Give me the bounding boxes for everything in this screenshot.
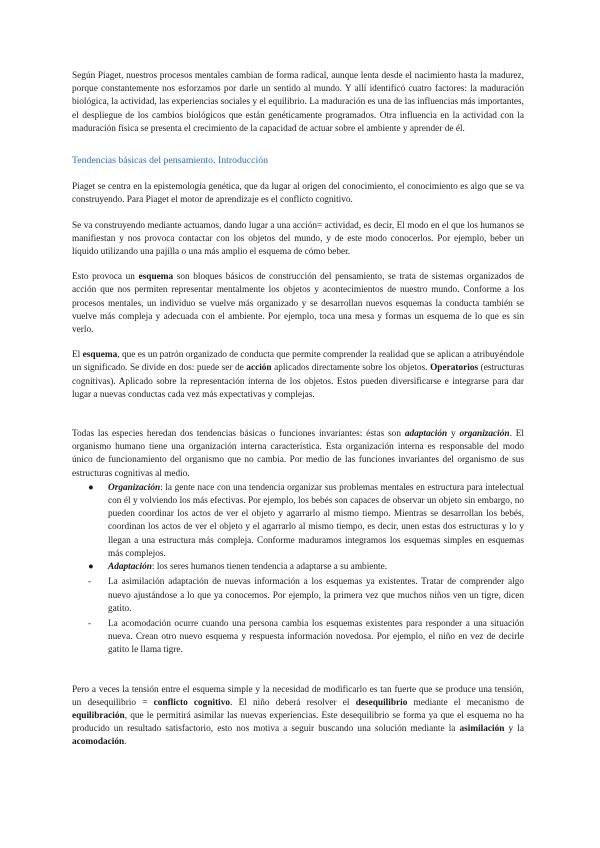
paragraph-desequilibrio: Pero a veces la tensión entre el esquema simple y la necesidad de modificarlo es tan fuerte que se produce una tensión, un desequilibrio = conflicto cognitivo. El niño deberá resolver el desequilibrio mediante el mecanismo de equilibración, que le permitirá asimilar las nuevas experiencias. Este desequilibrio se forma ya que el esquema no ha producido un resultado satisfactorio, esto nos motiva a seguir buscando una solución mediante la asimilación y la acomodación. [72,684,525,748]
bullet-marker: ● [88,562,94,573]
paragraph-accion: Se va construyendo mediante actuamos, dando lugar a una acción= actividad, es decir, El modo en el que los humanos se manifiestan y nos provoca contactar con los objetos del mundo, y de este modo conocerlos. Por ejemplo, beber un líquido utilizando una pajilla o una más amplio el esquema de cómo beber. [72,220,524,258]
term-desequilibrio: desequilibrio [355,697,408,708]
term-esquema: esquema [138,272,174,283]
list-item-term: Organización [108,482,161,493]
invariant-functions-list [72,482,524,658]
list-item: ● Adaptación: los seres humanos tienen tendencia a adaptarse a su ambiente. [72,561,524,574]
term-operatorios: Operatorios [430,363,479,374]
paragraph-esquema-patron: El esquema, que es un patrón organizado de conducta que permite comprender la realidad que se aplican a atribuyéndole un significado. Se divide en dos: puede ser de acción aplicados directamente sobre los objetos. Operatorios (estructuras cognitivas). Aplicado sobre la representación interna de los objetos. Estos pueden diversificarse e integrarse para dar lugar a nuevas conductas cada vez más expectativas y complejas. [72,350,524,400]
term-adaptacion: adaptación [404,429,448,440]
bullet-marker: ● [88,482,94,493]
paragraph-funciones-invariantes: Todas las especies heredan dos tendencias básicas o funciones invariantes: éstas son adaptación y organización. El organismo humano tiene una organización interna característica. Esta organización interna es responsable del modo único de funcionamiento del organismo que no cambia. Por medio de las funciones invariantes del organismo de sus estructuras cognitivas al medio. [72,429,525,479]
dash-marker: - [88,618,92,629]
paragraph-esquema-bloques: Esto provoca un esquema son bloques básicos de construcción del pensamiento, se trata de sistemas organizados de acción que nos permiten representar mentalmente los objetos y acontecimientos de nuestro mundo. Conforme a los procesos mentales, un individuo se vuelve más organizado y se desarrollan nuevos esquemas la conducta también se vuelve más compleja y adecuada con el ambiente. Por ejemplo, toca una mesa y formas un esquema de lo que es sin verlo. [72,272,524,336]
term-accion: acción [246,363,272,374]
paragraph-epistemologia: Piaget se centra en la epistemología genética, que da lugar al origen del conocimiento, el conocimiento es algo que se va construyendo. Para Piaget el motor de aprendizaje es el conflicto cognitivo. [72,182,524,206]
list-item: ● Organización: la gente nace con una tendencia organizar sus problemas mentales en estructura para intelectual con él y volviendo los más efectivas. Por ejemplo, los bebés son capaces de observar un objeto sin embargo, no pueden coordinar los actos de ver el objeto y agarrarlo al mismo tiempo. Mientras se desarrollan los bebés, coordinan los actos de ver el objeto y el agarrarlo al mismo tiempo, es decir, unen estas dos estructuras y lo y llegan a una estructura más compleja. Conforme maduramos integramos los esquemas simples en esquemas más complejos. [88,482,524,559]
term-acomodacion: acomodación [72,737,125,748]
term-conflicto-cognitivo: conflicto cognitivo [153,697,231,708]
term-asimilacion: asimilación [459,724,505,735]
list-item: - La asimilación adaptación de nuevas información a los esquemas ya existentes. Tratar de comprender algo nuevo ajustándose a lo que ya conocemos. Por ejemplo, la primera vez que muchos niños ven un tigre, dicen gatito. [88,577,524,614]
list-item: - La acomodación ocurre cuando una persona cambia los esquemas existentes para responder a una situación nueva. Crean otro nuevo esquema y respuesta información novedosa. Por ejemplo, el niño en vez de decirle gatito le llama tigre. [88,618,524,656]
document-body [72,70,524,750]
section-heading: Tendencias básicas del pensamiento. Introducción [72,155,268,167]
intro-paragraph: Según Piaget, nuestros procesos mentales cambian de forma radical, aunque lenta desde el nacimiento hasta la madurez, porque constantemente nos esforzamos por darle un sentido al mundo. Y allí identificó cuatro factores: la maduración biológica, la actividad, las experiencias sociales y el equilibrio. La maduración es una de las influencias más importantes, el despliegue de los cambios biológicos que están genéticamente programados. Otra influencia en la actividad con la maduración física se presenta el crecimiento de la capacidad de actuar sobre el ambiente y aprender de él. [72,71,524,134]
term-equilibracion: equilibración [72,710,125,721]
term-esquema: esquema [82,350,118,361]
list-item-term: Adaptación [108,562,152,573]
term-organizacion: organización [459,429,510,440]
dash-marker: - [88,577,92,588]
